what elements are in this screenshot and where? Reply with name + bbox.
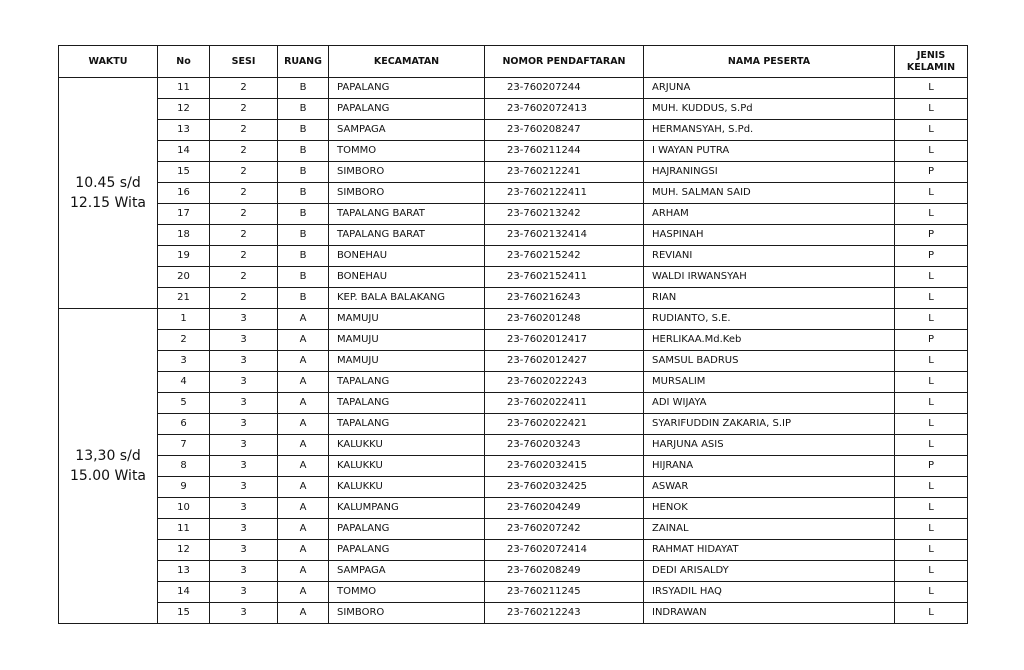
cell-no: 19 xyxy=(158,246,210,267)
cell-jenis-kelamin: L xyxy=(895,99,968,120)
table-row xyxy=(59,603,968,624)
cell-sesi: 3 xyxy=(210,372,278,393)
table-row xyxy=(59,393,968,414)
cell-nomor-pendaftaran: 23-7602122411 xyxy=(485,183,644,204)
cell-ruang: B xyxy=(278,225,329,246)
cell-ruang: A xyxy=(278,582,329,603)
cell-sesi: 3 xyxy=(210,540,278,561)
cell-kecamatan: KALUKKU xyxy=(329,477,485,498)
cell-kecamatan: SAMPAGA xyxy=(329,561,485,582)
cell-sesi: 2 xyxy=(210,99,278,120)
table-row xyxy=(59,372,968,393)
cell-kecamatan: KALUMPANG xyxy=(329,498,485,519)
cell-sesi: 3 xyxy=(210,519,278,540)
cell-sesi: 3 xyxy=(210,393,278,414)
header-sesi: SESI xyxy=(210,46,278,78)
cell-nama-peserta: MURSALIM xyxy=(644,372,895,393)
cell-nama-peserta: HIJRANA xyxy=(644,456,895,477)
cell-nomor-pendaftaran: 23-7602022421 xyxy=(485,414,644,435)
cell-ruang: A xyxy=(278,351,329,372)
cell-no: 9 xyxy=(158,477,210,498)
cell-ruang: B xyxy=(278,162,329,183)
cell-no: 5 xyxy=(158,393,210,414)
cell-kecamatan: SIMBORO xyxy=(329,162,485,183)
cell-jenis-kelamin: L xyxy=(895,498,968,519)
table-row xyxy=(59,183,968,204)
cell-sesi: 3 xyxy=(210,414,278,435)
cell-sesi: 2 xyxy=(210,162,278,183)
cell-jenis-kelamin: L xyxy=(895,204,968,225)
cell-nomor-pendaftaran: 23-760213242 xyxy=(485,204,644,225)
cell-nomor-pendaftaran: 23-760207244 xyxy=(485,78,644,99)
cell-sesi: 3 xyxy=(210,330,278,351)
table-row xyxy=(59,582,968,603)
cell-kecamatan: MAMUJU xyxy=(329,309,485,330)
cell-no: 11 xyxy=(158,519,210,540)
cell-sesi: 3 xyxy=(210,498,278,519)
cell-ruang: A xyxy=(278,540,329,561)
cell-no: 18 xyxy=(158,225,210,246)
cell-ruang: B xyxy=(278,141,329,162)
cell-no: 14 xyxy=(158,582,210,603)
header-kecamatan: KECAMATAN xyxy=(329,46,485,78)
table-row xyxy=(59,351,968,372)
cell-ruang: A xyxy=(278,477,329,498)
cell-jenis-kelamin: P xyxy=(895,246,968,267)
cell-nomor-pendaftaran: 23-760204249 xyxy=(485,498,644,519)
cell-sesi: 2 xyxy=(210,120,278,141)
cell-jenis-kelamin: L xyxy=(895,351,968,372)
cell-ruang: A xyxy=(278,603,329,624)
cell-jenis-kelamin: L xyxy=(895,435,968,456)
cell-ruang: A xyxy=(278,393,329,414)
cell-ruang: A xyxy=(278,330,329,351)
cell-no: 4 xyxy=(158,372,210,393)
table-row xyxy=(59,120,968,141)
cell-no: 3 xyxy=(158,351,210,372)
cell-nama-peserta: I WAYAN PUTRA xyxy=(644,141,895,162)
cell-no: 12 xyxy=(158,99,210,120)
cell-jenis-kelamin: L xyxy=(895,120,968,141)
cell-sesi: 3 xyxy=(210,582,278,603)
cell-no: 10 xyxy=(158,498,210,519)
time-cell xyxy=(59,309,158,624)
table-row xyxy=(59,435,968,456)
cell-nama-peserta: REVIANI xyxy=(644,246,895,267)
cell-kecamatan: TOMMO xyxy=(329,582,485,603)
cell-kecamatan: KEP. BALA BALAKANG xyxy=(329,288,485,309)
cell-nomor-pendaftaran: 23-7602132414 xyxy=(485,225,644,246)
table-row xyxy=(59,288,968,309)
time-cell xyxy=(59,78,158,309)
cell-nama-peserta: ASWAR xyxy=(644,477,895,498)
cell-kecamatan: BONEHAU xyxy=(329,246,485,267)
cell-no: 16 xyxy=(158,183,210,204)
cell-nomor-pendaftaran: 23-760201248 xyxy=(485,309,644,330)
header-no: No xyxy=(158,46,210,78)
header-ruang: RUANG xyxy=(278,46,329,78)
cell-kecamatan: TAPALANG xyxy=(329,372,485,393)
cell-nomor-pendaftaran: 23-760203243 xyxy=(485,435,644,456)
table-row xyxy=(59,456,968,477)
cell-sesi: 2 xyxy=(210,204,278,225)
table-row xyxy=(59,162,968,183)
cell-jenis-kelamin: L xyxy=(895,582,968,603)
cell-jenis-kelamin: L xyxy=(895,519,968,540)
cell-nomor-pendaftaran: 23-7602022243 xyxy=(485,372,644,393)
cell-jenis-kelamin: L xyxy=(895,477,968,498)
cell-ruang: B xyxy=(278,120,329,141)
cell-nama-peserta: HENOK xyxy=(644,498,895,519)
cell-nama-peserta: IRSYADIL HAQ xyxy=(644,582,895,603)
time-start: 10.45 s/d xyxy=(75,175,141,191)
cell-jenis-kelamin: L xyxy=(895,288,968,309)
cell-kecamatan: TAPALANG BARAT xyxy=(329,225,485,246)
cell-no: 13 xyxy=(158,561,210,582)
cell-jenis-kelamin: P xyxy=(895,330,968,351)
table-row xyxy=(59,78,968,99)
table-row xyxy=(59,204,968,225)
cell-nomor-pendaftaran: 23-7602152411 xyxy=(485,267,644,288)
cell-jenis-kelamin: L xyxy=(895,78,968,99)
cell-nomor-pendaftaran: 23-760208247 xyxy=(485,120,644,141)
table-row xyxy=(59,141,968,162)
cell-jenis-kelamin: L xyxy=(895,309,968,330)
cell-jenis-kelamin: P xyxy=(895,225,968,246)
cell-sesi: 2 xyxy=(210,225,278,246)
cell-ruang: A xyxy=(278,435,329,456)
header-jenis-kelamin xyxy=(895,46,968,78)
cell-no: 15 xyxy=(158,603,210,624)
cell-nomor-pendaftaran: 23-7602022411 xyxy=(485,393,644,414)
cell-kecamatan: SIMBORO xyxy=(329,183,485,204)
cell-kecamatan: TAPALANG BARAT xyxy=(329,204,485,225)
cell-sesi: 3 xyxy=(210,603,278,624)
cell-nomor-pendaftaran: 23-760211244 xyxy=(485,141,644,162)
cell-ruang: B xyxy=(278,246,329,267)
cell-jenis-kelamin: L xyxy=(895,183,968,204)
cell-kecamatan: MAMUJU xyxy=(329,351,485,372)
cell-sesi: 3 xyxy=(210,561,278,582)
cell-jenis-kelamin: L xyxy=(895,141,968,162)
table-row xyxy=(59,267,968,288)
cell-ruang: B xyxy=(278,288,329,309)
time-start: 13,30 s/d xyxy=(75,448,141,464)
cell-sesi: 3 xyxy=(210,477,278,498)
table-row xyxy=(59,225,968,246)
cell-ruang: B xyxy=(278,99,329,120)
cell-nama-peserta: RAHMAT HIDAYAT xyxy=(644,540,895,561)
table-row xyxy=(59,561,968,582)
cell-no: 11 xyxy=(158,78,210,99)
cell-nama-peserta: HARJUNA ASIS xyxy=(644,435,895,456)
cell-no: 7 xyxy=(158,435,210,456)
cell-no: 17 xyxy=(158,204,210,225)
cell-sesi: 3 xyxy=(210,351,278,372)
cell-no: 15 xyxy=(158,162,210,183)
table-row xyxy=(59,477,968,498)
schedule-table xyxy=(58,45,968,624)
cell-nama-peserta: RIAN xyxy=(644,288,895,309)
cell-nomor-pendaftaran: 23-760215242 xyxy=(485,246,644,267)
cell-ruang: B xyxy=(278,183,329,204)
cell-sesi: 2 xyxy=(210,246,278,267)
time-end: 12.15 Wita xyxy=(69,195,147,211)
cell-jenis-kelamin: P xyxy=(895,456,968,477)
cell-kecamatan: TAPALANG xyxy=(329,393,485,414)
cell-ruang: A xyxy=(278,372,329,393)
cell-no: 2 xyxy=(158,330,210,351)
cell-sesi: 2 xyxy=(210,183,278,204)
cell-no: 1 xyxy=(158,309,210,330)
cell-kecamatan: KALUKKU xyxy=(329,435,485,456)
cell-nama-peserta: ARHAM xyxy=(644,204,895,225)
cell-ruang: B xyxy=(278,267,329,288)
cell-nama-peserta: SYARIFUDDIN ZAKARIA, S.IP xyxy=(644,414,895,435)
header-jenis-line2: KELAMIN xyxy=(906,61,956,73)
header-nomor-pendaftaran: NOMOR PENDAFTARAN xyxy=(485,46,644,78)
schedule-body xyxy=(59,78,968,624)
cell-nama-peserta: HERMANSYAH, S.Pd. xyxy=(644,120,895,141)
table-row xyxy=(59,99,968,120)
cell-jenis-kelamin: L xyxy=(895,372,968,393)
cell-kecamatan: SIMBORO xyxy=(329,603,485,624)
cell-nomor-pendaftaran: 23-760207242 xyxy=(485,519,644,540)
table-row xyxy=(59,246,968,267)
cell-kecamatan: TOMMO xyxy=(329,141,485,162)
cell-jenis-kelamin: L xyxy=(895,540,968,561)
cell-nama-peserta: INDRAWAN xyxy=(644,603,895,624)
cell-nama-peserta: SAMSUL BADRUS xyxy=(644,351,895,372)
cell-ruang: B xyxy=(278,204,329,225)
cell-no: 14 xyxy=(158,141,210,162)
table-row xyxy=(59,414,968,435)
cell-no: 12 xyxy=(158,540,210,561)
table-row xyxy=(59,519,968,540)
cell-nomor-pendaftaran: 23-7602032415 xyxy=(485,456,644,477)
cell-nama-peserta: HERLIKAA.Md.Keb xyxy=(644,330,895,351)
cell-ruang: A xyxy=(278,498,329,519)
cell-nomor-pendaftaran: 23-760208249 xyxy=(485,561,644,582)
cell-ruang: A xyxy=(278,309,329,330)
cell-no: 13 xyxy=(158,120,210,141)
cell-nomor-pendaftaran: 23-760212241 xyxy=(485,162,644,183)
header-waktu: WAKTU xyxy=(59,46,158,78)
cell-jenis-kelamin: L xyxy=(895,414,968,435)
cell-nama-peserta: DEDI ARISALDY xyxy=(644,561,895,582)
cell-sesi: 3 xyxy=(210,309,278,330)
time-end: 15.00 Wita xyxy=(69,468,147,484)
cell-nama-peserta: HAJRANINGSI xyxy=(644,162,895,183)
cell-ruang: A xyxy=(278,519,329,540)
cell-kecamatan: PAPALANG xyxy=(329,78,485,99)
cell-jenis-kelamin: L xyxy=(895,267,968,288)
cell-jenis-kelamin: L xyxy=(895,603,968,624)
table-row xyxy=(59,540,968,561)
cell-nama-peserta: WALDI IRWANSYAH xyxy=(644,267,895,288)
cell-sesi: 3 xyxy=(210,435,278,456)
cell-kecamatan: PAPALANG xyxy=(329,540,485,561)
cell-nama-peserta: HASPINAH xyxy=(644,225,895,246)
cell-kecamatan: SAMPAGA xyxy=(329,120,485,141)
cell-kecamatan: TAPALANG xyxy=(329,414,485,435)
table-row xyxy=(59,330,968,351)
cell-kecamatan: KALUKKU xyxy=(329,456,485,477)
cell-nomor-pendaftaran: 23-7602032425 xyxy=(485,477,644,498)
cell-no: 6 xyxy=(158,414,210,435)
cell-sesi: 2 xyxy=(210,78,278,99)
cell-nomor-pendaftaran: 23-7602012427 xyxy=(485,351,644,372)
cell-nama-peserta: ADI WIJAYA xyxy=(644,393,895,414)
cell-ruang: A xyxy=(278,561,329,582)
cell-kecamatan: BONEHAU xyxy=(329,267,485,288)
cell-no: 20 xyxy=(158,267,210,288)
cell-sesi: 3 xyxy=(210,456,278,477)
cell-sesi: 2 xyxy=(210,288,278,309)
cell-sesi: 2 xyxy=(210,141,278,162)
cell-nama-peserta: ZAINAL xyxy=(644,519,895,540)
cell-jenis-kelamin: P xyxy=(895,162,968,183)
cell-nomor-pendaftaran: 23-7602072414 xyxy=(485,540,644,561)
cell-kecamatan: PAPALANG xyxy=(329,519,485,540)
header-row xyxy=(59,46,968,78)
cell-no: 21 xyxy=(158,288,210,309)
cell-ruang: B xyxy=(278,78,329,99)
cell-nomor-pendaftaran: 23-7602012417 xyxy=(485,330,644,351)
header-jenis-line1: JENIS xyxy=(916,49,946,61)
cell-jenis-kelamin: L xyxy=(895,393,968,414)
table-row xyxy=(59,309,968,330)
cell-ruang: A xyxy=(278,414,329,435)
cell-ruang: A xyxy=(278,456,329,477)
cell-nomor-pendaftaran: 23-760211245 xyxy=(485,582,644,603)
table-row xyxy=(59,498,968,519)
cell-nomor-pendaftaran: 23-7602072413 xyxy=(485,99,644,120)
cell-nama-peserta: RUDIANTO, S.E. xyxy=(644,309,895,330)
cell-nama-peserta: MUH. SALMAN SAID xyxy=(644,183,895,204)
cell-jenis-kelamin: L xyxy=(895,561,968,582)
cell-sesi: 2 xyxy=(210,267,278,288)
cell-no: 8 xyxy=(158,456,210,477)
cell-kecamatan: PAPALANG xyxy=(329,99,485,120)
header-nama-peserta: NAMA PESERTA xyxy=(644,46,895,78)
cell-nama-peserta: MUH. KUDDUS, S.Pd xyxy=(644,99,895,120)
cell-nama-peserta: ARJUNA xyxy=(644,78,895,99)
cell-nomor-pendaftaran: 23-760212243 xyxy=(485,603,644,624)
cell-kecamatan: MAMUJU xyxy=(329,330,485,351)
cell-nomor-pendaftaran: 23-760216243 xyxy=(485,288,644,309)
